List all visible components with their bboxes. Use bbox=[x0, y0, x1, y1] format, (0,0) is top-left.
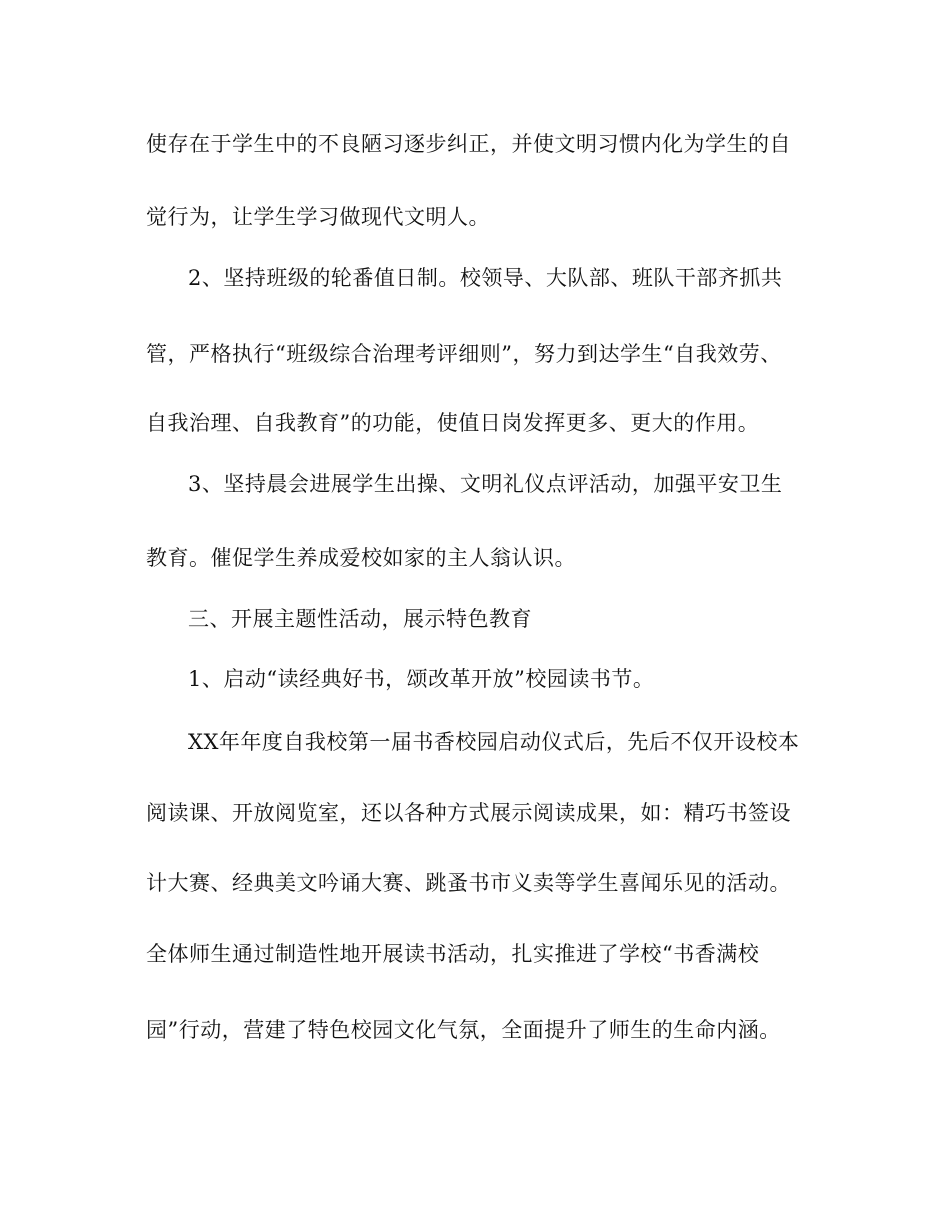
text-line-6: 3、坚持晨会进展学生出操、文明礼仪点评活动，加强平安卫生 bbox=[188, 472, 783, 496]
subsection-heading: 1、启动“读经典好书，颂改革开放”校园读书节。 bbox=[188, 667, 655, 691]
text-line-3: 2、坚持班级的轮番值日制。校领导、大队部、班队干部齐抓共 bbox=[188, 266, 783, 290]
text-line-14: 园”行动，营建了特色校园文化气氛，全面提升了师生的生命内涵。 bbox=[146, 1018, 781, 1042]
text-line-11: 阅读课、开放阅览室，还以各种方式展示阅读成果，如：精巧书签设 bbox=[146, 801, 791, 825]
text-line-10: XX年年度自我校第一届书香校园启动仪式后，先后不仅开设校本 bbox=[188, 730, 800, 754]
text-line-1: 使存在于学生中的不良陋习逐步纠正，并使文明习惯内化为学生的自 bbox=[146, 132, 791, 156]
section-heading: 三、开展主题性活动，展示特色教育 bbox=[188, 607, 532, 631]
text-line-12: 计大赛、经典美文吟诵大赛、跳蚤书市义卖等学生喜闻乐见的活动。 bbox=[146, 871, 791, 895]
text-line-13: 全体师生通过制造性地开展读书活动，扎实推进了学校“书香满校 bbox=[146, 942, 760, 966]
text-line-7: 教育。催促学生养成爱校如家的主人翁认识。 bbox=[146, 546, 576, 570]
text-line-5: 自我治理、自我教育”的功能，使值日岗发挥更多、更大的作用。 bbox=[146, 411, 760, 435]
text-line-2: 觉行为，让学生学习做现代文明人。 bbox=[146, 205, 490, 229]
text-line-4: 管，严格执行“班级综合治理考评细则”，努力到达学生“自我效劳、 bbox=[146, 342, 782, 366]
